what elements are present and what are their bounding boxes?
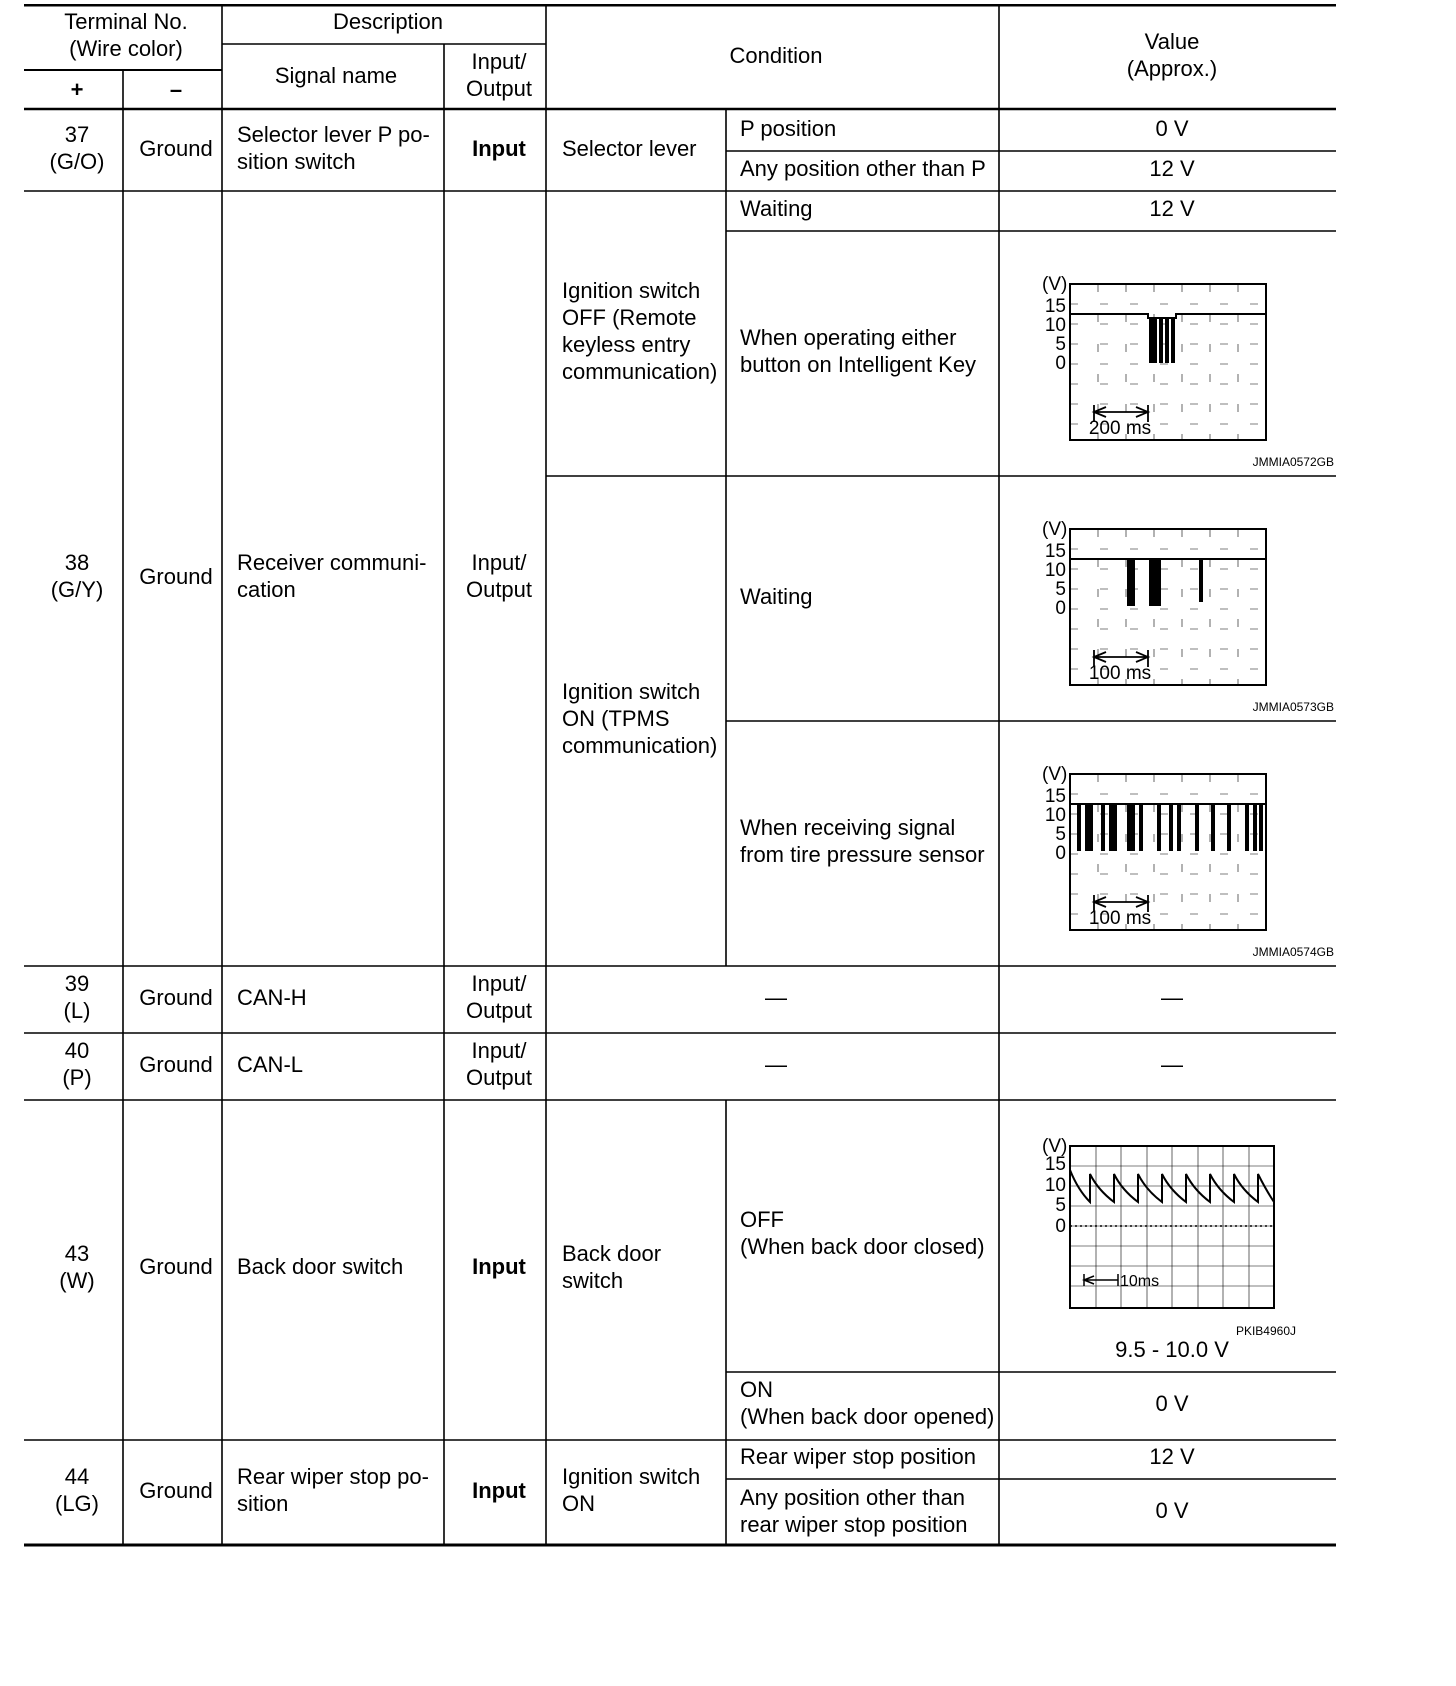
scope-tick-15: 15 xyxy=(1044,296,1066,317)
terminal-39-value: — xyxy=(1161,985,1183,1010)
terminal-table xyxy=(24,4,1434,1660)
scope-tick-0: 0 xyxy=(1055,1216,1066,1237)
terminal-44-ground: Ground xyxy=(139,1478,213,1503)
header-plus: + xyxy=(70,77,84,102)
header-condition: Condition xyxy=(729,43,823,68)
header-minus: – xyxy=(169,77,183,102)
terminal-44-io: Input xyxy=(472,1478,526,1503)
figure-code: JMMIA0574GB xyxy=(1252,945,1334,959)
terminal-37-color: (G/O) xyxy=(49,149,105,174)
terminal-38-number: 38 xyxy=(64,550,90,575)
waveform-scope-key xyxy=(1040,270,1340,470)
terminal-38-io-line1: Input/ xyxy=(471,550,527,575)
header-value-line1: Value xyxy=(1144,29,1200,54)
scope-tick-10: 10 xyxy=(1044,805,1066,826)
terminal-44-sub2-cond-line2: rear wiper stop position xyxy=(740,1512,968,1537)
scope-units: (V) xyxy=(1042,764,1068,785)
scope-time-label: 10ms xyxy=(1120,1273,1160,1290)
terminal-39-io-line2: Output xyxy=(465,998,533,1023)
terminal-43-on-value: 0 V xyxy=(1155,1391,1189,1416)
terminal-43-condition-line1: Back door xyxy=(562,1241,662,1266)
terminal-40-color: (P) xyxy=(62,1065,92,1090)
header-terminal-line1: Terminal No. xyxy=(64,9,188,34)
terminal-38-cond-on-line3: communication) xyxy=(562,733,718,758)
terminal-39-condition: — xyxy=(765,985,787,1010)
terminal-37-sub2-value: 12 V xyxy=(1149,156,1195,181)
scope-units: (V) xyxy=(1042,519,1068,540)
terminal-43-signal: Back door switch xyxy=(237,1254,404,1279)
header-terminal-line2: (Wire color) xyxy=(69,36,183,61)
terminal-44-sub1-value: 12 V xyxy=(1149,1444,1195,1469)
waveform-scope-back-door xyxy=(1040,1132,1320,1342)
terminal-37-number: 37 xyxy=(64,122,90,147)
terminal-43-off-value: 9.5 - 10.0 V xyxy=(1115,1337,1229,1362)
terminal-37-sub1-value: 0 V xyxy=(1155,116,1189,141)
scope-units: (V) xyxy=(1042,274,1068,295)
terminal-44-sub2-cond-line1: Any position other than xyxy=(740,1485,966,1510)
scope-tick-10: 10 xyxy=(1044,1175,1066,1196)
scope-tick-0: 0 xyxy=(1055,598,1066,619)
scope-tick-0: 0 xyxy=(1055,843,1066,864)
terminal-37-sub2-cond: Any position other than P xyxy=(740,156,986,181)
terminal-38-cond-on-line1: Ignition switch xyxy=(562,679,701,704)
scope-tick-10: 10 xyxy=(1044,315,1066,336)
header-description: Description xyxy=(332,9,444,34)
terminal-44-color: (LG) xyxy=(55,1491,99,1516)
terminal-37-ground: Ground xyxy=(139,136,213,161)
terminal-38-cond-off-line1: Ignition switch xyxy=(562,278,701,303)
scope-tick-15: 15 xyxy=(1044,1154,1066,1175)
terminal-44-signal-line1: Rear wiper stop po- xyxy=(237,1464,429,1489)
terminal-38-tpms-receive-line1: When receiving signal xyxy=(740,815,956,840)
terminal-43-off-cond-line2: (When back door closed) xyxy=(740,1234,985,1259)
terminal-38-signal-line2: cation xyxy=(237,577,296,602)
terminal-40-value: — xyxy=(1161,1052,1183,1077)
scope-grid xyxy=(1070,529,1266,685)
terminal-43-number: 43 xyxy=(64,1241,90,1266)
terminal-40-ground: Ground xyxy=(139,1052,213,1077)
signal-trace xyxy=(1070,559,1266,605)
terminal-38-cond-off-line4: communication) xyxy=(562,359,718,384)
header-io-line1: Input/ xyxy=(471,49,527,74)
terminal-43-color: (W) xyxy=(59,1268,95,1293)
terminal-44-sub2-value: 0 V xyxy=(1155,1498,1189,1523)
terminal-38-ground: Ground xyxy=(139,564,213,589)
scope-units: (V) xyxy=(1042,1136,1068,1157)
scope-tick-15: 15 xyxy=(1044,786,1066,807)
terminal-39-signal: CAN-H xyxy=(237,985,307,1010)
terminal-44-number: 44 xyxy=(64,1464,90,1489)
scope-tick-5: 5 xyxy=(1055,824,1066,845)
terminal-37-io: Input xyxy=(472,136,526,161)
signal-trace xyxy=(1070,804,1266,850)
terminal-38-cond-off-line2: OFF (Remote xyxy=(562,305,697,330)
scope-time-label: 100 ms xyxy=(1088,663,1152,684)
terminal-39-ground: Ground xyxy=(139,985,213,1010)
terminal-39-io-line1: Input/ xyxy=(471,971,527,996)
terminal-40-io-line1: Input/ xyxy=(471,1038,527,1063)
terminal-38-key-cond-line1: When operating either xyxy=(740,325,957,350)
terminal-44-signal-line2: sition xyxy=(237,1491,289,1516)
terminal-37-condition: Selector lever xyxy=(562,136,697,161)
scope-time-label: 100 ms xyxy=(1088,908,1152,929)
terminal-39-color: (L) xyxy=(63,998,91,1023)
terminal-38-color: (G/Y) xyxy=(50,577,104,602)
scope-tick-0: 0 xyxy=(1055,353,1066,374)
terminal-38-io-line2: Output xyxy=(465,577,533,602)
terminal-44-condition-line2: ON xyxy=(562,1491,595,1516)
header-signal-name: Signal name xyxy=(274,63,398,88)
terminal-44-sub1-cond: Rear wiper stop position xyxy=(740,1444,977,1469)
scope-tick-5: 5 xyxy=(1055,1195,1066,1216)
terminal-39-number: 39 xyxy=(64,971,90,996)
terminal-38-waiting-value: 12 V xyxy=(1149,196,1195,221)
waveform-scope-tpms-waiting xyxy=(1040,515,1340,715)
terminal-38-tpms-waiting-cond: Waiting xyxy=(740,584,813,609)
terminal-40-condition: — xyxy=(765,1052,787,1077)
scope-tick-5: 5 xyxy=(1055,579,1066,600)
terminal-44-condition-line1: Ignition switch xyxy=(562,1464,701,1489)
scope-tick-5: 5 xyxy=(1055,334,1066,355)
terminal-43-condition-line2: switch xyxy=(562,1268,624,1293)
signal-trace xyxy=(1070,314,1266,362)
terminal-40-io-line2: Output xyxy=(465,1065,533,1090)
scope-grid xyxy=(1070,1146,1274,1308)
terminal-37-sub1-cond: P position xyxy=(740,116,837,141)
scope-tick-15: 15 xyxy=(1044,541,1066,562)
terminal-43-off-cond-line1: OFF xyxy=(740,1207,784,1232)
terminal-37-signal-line2: sition switch xyxy=(237,149,356,174)
terminal-43-on-cond-line2: (When back door opened) xyxy=(740,1404,995,1429)
waveform-scope-tpms-receive xyxy=(1040,760,1340,960)
header-io-line2: Output xyxy=(465,76,533,101)
header-value-line2: (Approx.) xyxy=(1126,56,1218,81)
figure-code: JMMIA0573GB xyxy=(1252,700,1334,714)
scope-tick-10: 10 xyxy=(1044,560,1066,581)
terminal-38-key-cond-line2: button on Intelligent Key xyxy=(740,352,977,377)
terminal-38-tpms-receive-line2: from tire pressure sensor xyxy=(740,842,985,867)
terminal-43-io: Input xyxy=(472,1254,526,1279)
terminal-40-signal: CAN-L xyxy=(237,1052,304,1077)
figure-code: PKIB4960J xyxy=(1235,1324,1296,1338)
scope-grid xyxy=(1070,774,1266,930)
terminal-38-cond-off-line3: keyless entry xyxy=(562,332,691,357)
terminal-37-signal-line1: Selector lever P po- xyxy=(237,122,430,147)
terminal-38-waiting-cond: Waiting xyxy=(740,196,813,221)
terminal-43-on-cond-line1: ON xyxy=(740,1377,773,1402)
terminal-38-signal-line1: Receiver communi- xyxy=(237,550,427,575)
terminal-40-number: 40 xyxy=(64,1038,90,1063)
terminal-43-ground: Ground xyxy=(139,1254,213,1279)
figure-code: JMMIA0572GB xyxy=(1252,455,1334,469)
scope-time-label: 200 ms xyxy=(1088,418,1152,439)
time-marker xyxy=(1084,1274,1118,1286)
terminal-38-cond-on-line2: ON (TPMS xyxy=(562,706,670,731)
